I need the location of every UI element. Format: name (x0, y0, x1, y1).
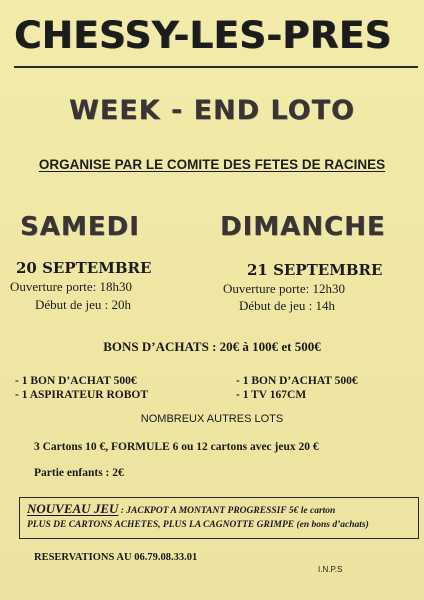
sunday-date: 21 SEPTEMBRE (247, 261, 383, 279)
prize-left-1: - 1 BON D’ACHAT 500€ (15, 375, 137, 387)
saturday-start: Début de jeu : 20h (35, 297, 132, 312)
children-pricing: Partie enfants : 2€ (34, 467, 124, 479)
prize-right-1: - 1 BON D’ACHAT 500€ (236, 375, 358, 387)
new-game-label: NOUVEAU JEU (27, 501, 119, 516)
sunday-doors: Ouverture porte: 12h30 (223, 281, 346, 296)
saturday-title: SAMEDI (20, 212, 140, 242)
other-lots: NOMBREUX AUTRES LOTS (140, 413, 284, 425)
sunday-title: DIMANCHE (220, 212, 386, 242)
new-game-line-1 (27, 501, 335, 519)
sunday-start: Début de jeu : 14h (239, 298, 336, 313)
saturday-doors: Ouverture porte: 18h30 (10, 279, 133, 294)
vouchers-line: BONS D’ACHATS : 20€ à 100€ et 500€ (103, 339, 321, 354)
reservations-line: RESERVATIONS AU 06.79.08.33.01 (34, 552, 198, 563)
cartons-pricing: 3 Cartons 10 €, FORMULE 6 ou 12 cartons avec jeux 20 € (34, 441, 319, 453)
organiser-text: ORGANISE PAR LE COMITE DES FETES DE RACINES (38, 157, 386, 172)
new-game-line-2: PLUS DE CARTONS ACHETES, PLUS LA CAGNOTTE GRIMPE (en bons d’achats) (27, 520, 369, 530)
title-underline (14, 66, 418, 68)
town-title: CHESSY-LES-PRES (14, 14, 392, 57)
prize-left-2: - 1 ASPIRATEUR ROBOT (15, 389, 149, 401)
prize-right-2: - 1 TV 167CM (236, 389, 307, 401)
organiser-line (0, 156, 424, 174)
saturday-date: 20 SEPTEMBRE (16, 259, 152, 277)
printer-credit: I.N.P.S (318, 565, 343, 574)
event-title: WEEK - END LOTO (68, 95, 355, 126)
new-game-jackpot: : JACKPOT A MONTANT PROGRESSIF 5€ le carton (118, 506, 336, 516)
